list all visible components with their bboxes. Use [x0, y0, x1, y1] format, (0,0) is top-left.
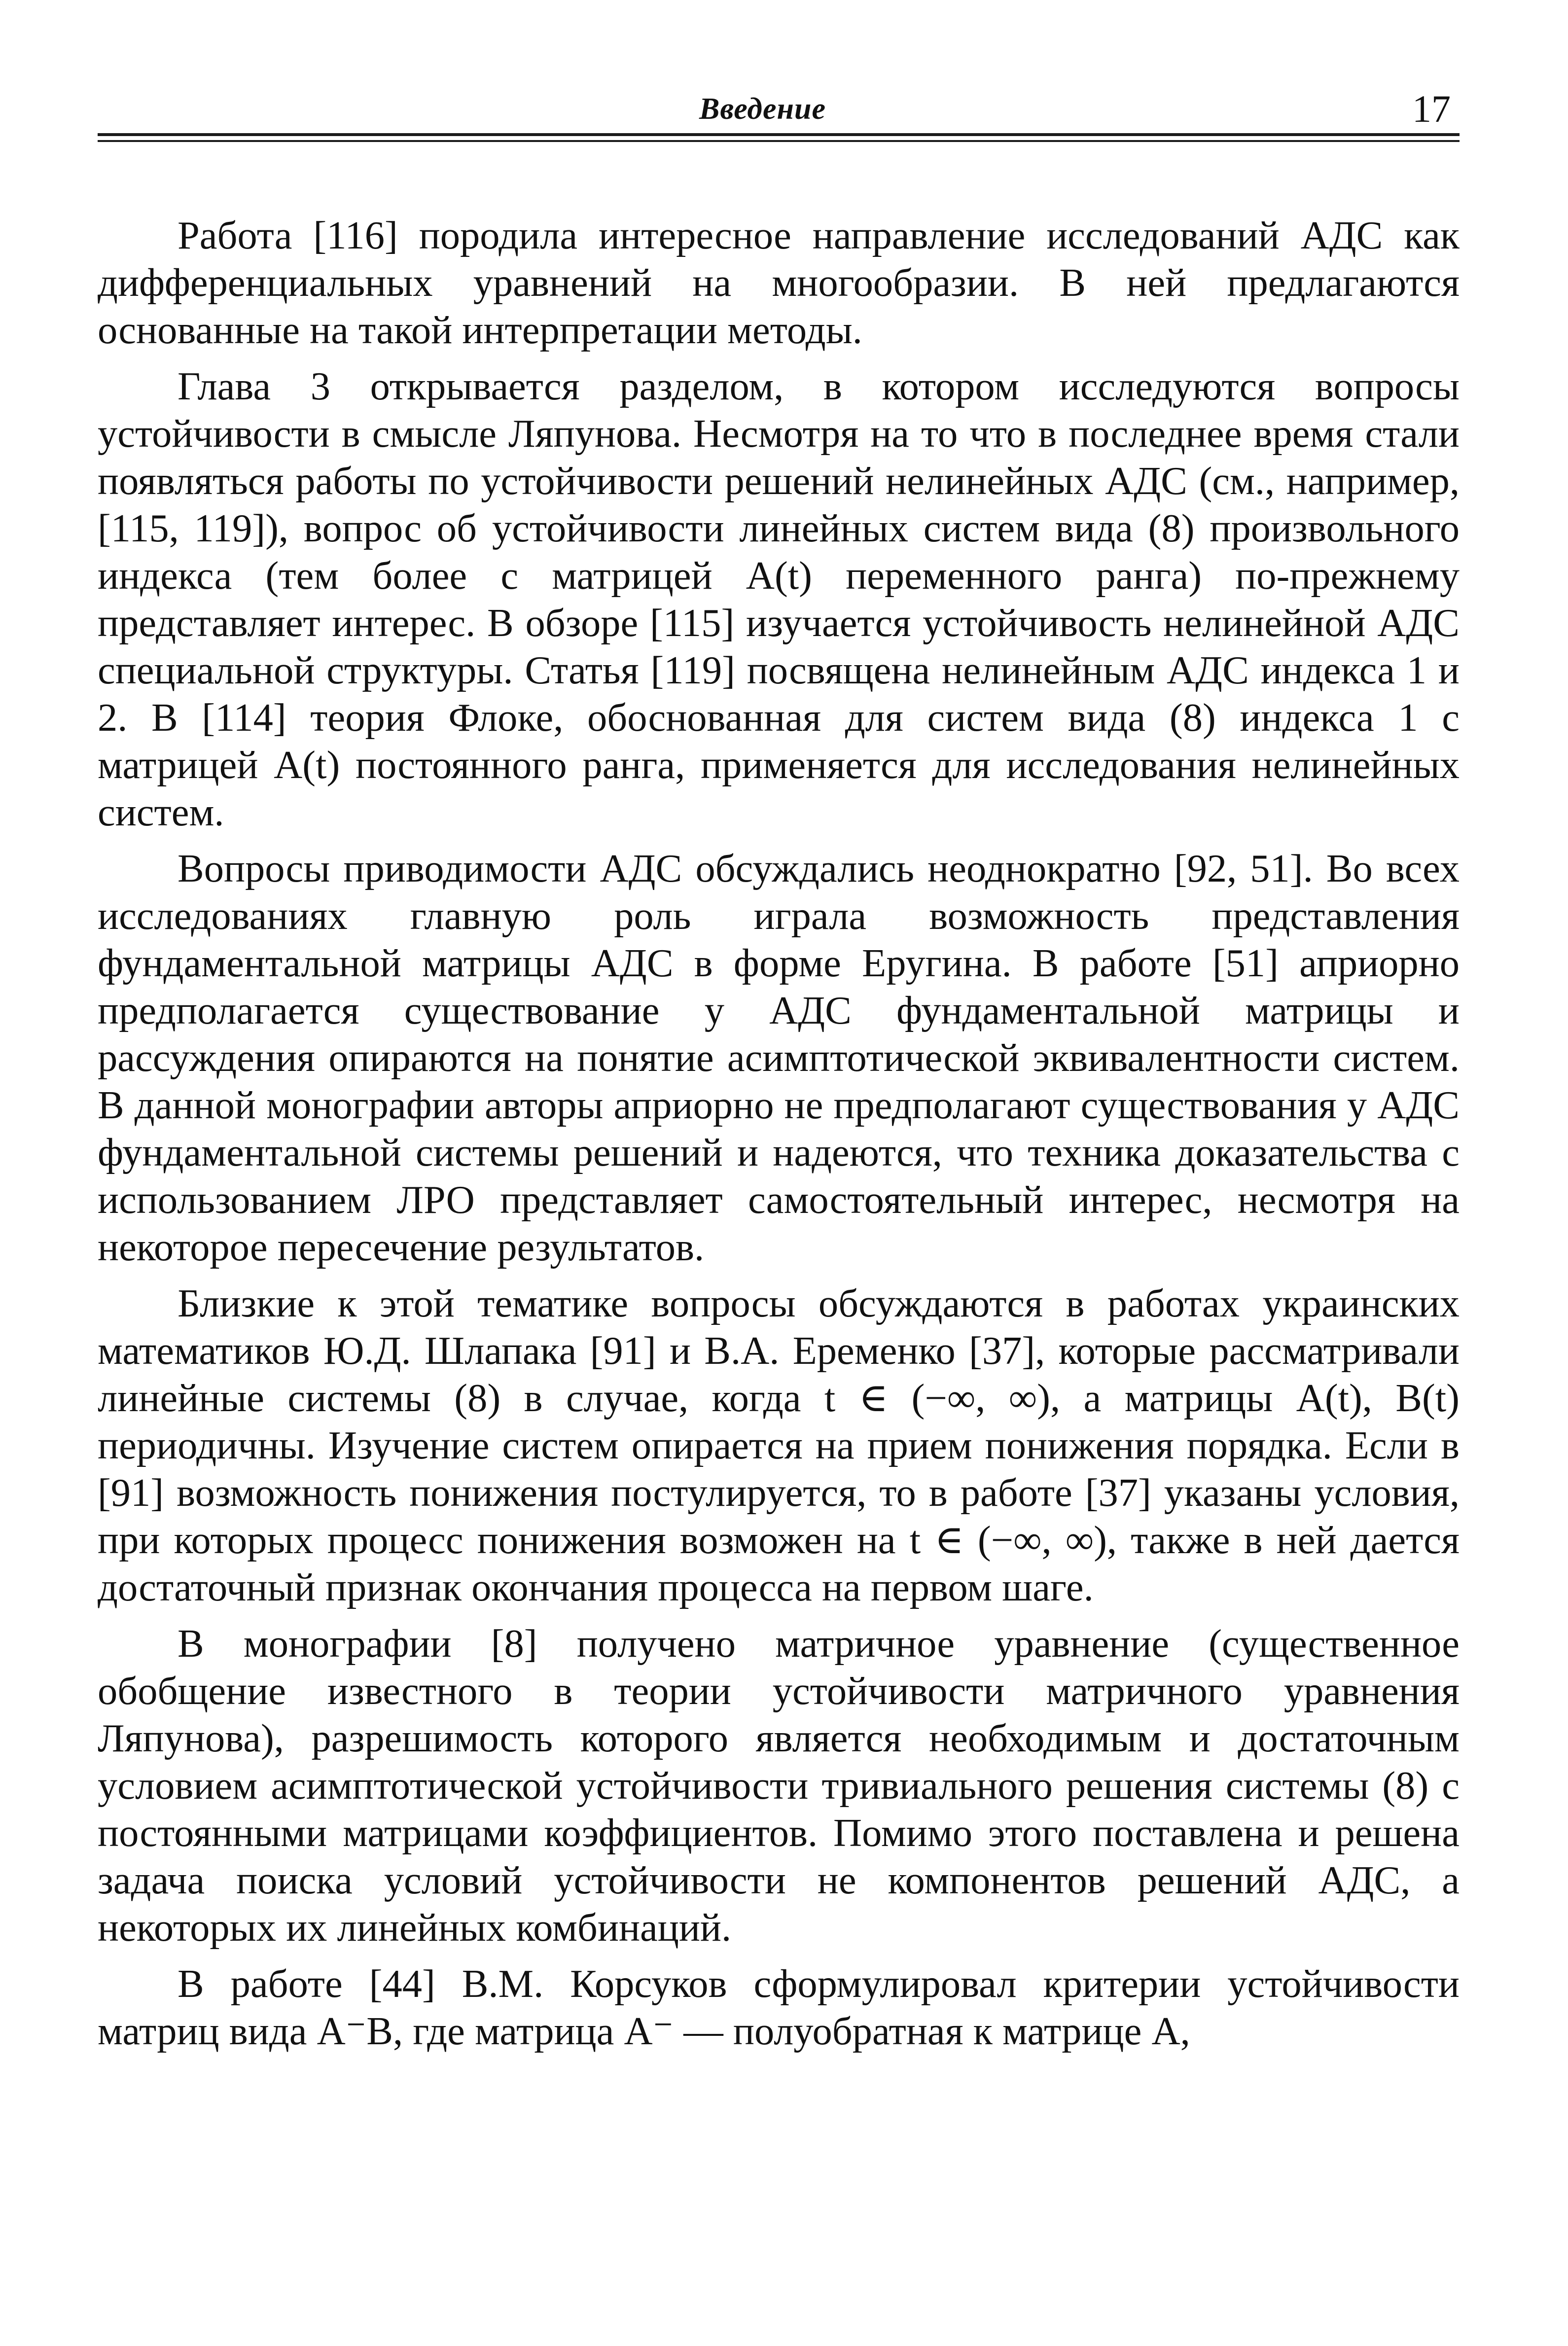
- paragraph-6: В работе [44] В.М. Корсуков сформулировал критерии устойчивости матриц вида A⁻B, где матрица A⁻ — полуобратная к матрице A,: [98, 1962, 1460, 2053]
- body-text: [98, 212, 1460, 2283]
- section-title: Введение: [699, 92, 826, 126]
- paragraph-5: В монографии [8] получено матричное уравнение (существенное обобщение известного в теории устойчивости матричного уравнения Ляпунова), разрешимость которого является необходимым и достаточным условием асимптотической устойчивости тривиального решения системы (8) с постоянными матрицами коэффициентов. Помимо этого поставлена и решена задача поиска условий устойчивости не компонентов решений АДС, а некоторых их линейных комбинаций.: [98, 1622, 1460, 1950]
- paragraph-3: Вопросы приводимости АДС обсуждались неоднократно [92, 51]. Во всех исследованиях главную роль играла возможность представления фундаментальной матрицы АДС в форме Еругина. В работе [51] априорно предполагается существование у АДС фундаментальной матрицы и рассуждения опираются на понятие асимптотической эквивалентности систем. В данной монографии авторы априорно не предполагают существования у АДС фундаментальной системы решений и надеются, что техника доказательства с использованием ЛРО представляет самостоятельный интерес, несмотря на некоторое пересечение результатов.: [98, 847, 1460, 1269]
- header-rule-top: [98, 133, 1460, 136]
- paragraph-4: Близкие к этой тематике вопросы обсуждаются в работах украинских математиков Ю.Д. Шлапака [91] и В.А. Еременко [37], которые рассматривали линейные системы (8) в случае, когда t ∈ (−∞, ∞), а матрицы A(t), B(t) периодичны. Изучение систем опирается на прием понижения порядка. Если в [91] возможность понижения постулируется, то в работе [37] указаны условия, при которых процесс понижения возможен на t ∈ (−∞, ∞), также в ней дается достаточный признак окончания процесса на первом шаге.: [98, 1281, 1460, 1609]
- paragraph-1: Работа [116] породила интересное направление исследований АДС как дифференциальных уравнений на многообразии. В ней предлагаются основанные на такой интерпретации методы.: [98, 213, 1460, 352]
- header-rule-bottom: [98, 140, 1460, 142]
- page-number: 17: [1412, 87, 1451, 130]
- running-header: [98, 83, 1460, 137]
- paragraph-2: Глава 3 открывается разделом, в котором исследуются вопросы устойчивости в смысле Ляпунова. Несмотря на то что в последнее время стали появляться работы по устойчивости решений нелинейных АДС (см., например, [115, 119]), вопрос об устойчивости линейных систем вида (8) произвольного индекса (тем более с матрицей A(t) переменного ранга) по-прежнему представляет интерес. В обзоре [115] изучается устойчивость нелинейной АДС специальной структуры. Статья [119] посвящена нелинейным АДС индекса 1 и 2. В [114] теория Флоке, обоснованная для систем вида (8) индекса 1 с матрицей A(t) постоянного ранга, применяется для исследования нелинейных систем.: [98, 364, 1460, 834]
